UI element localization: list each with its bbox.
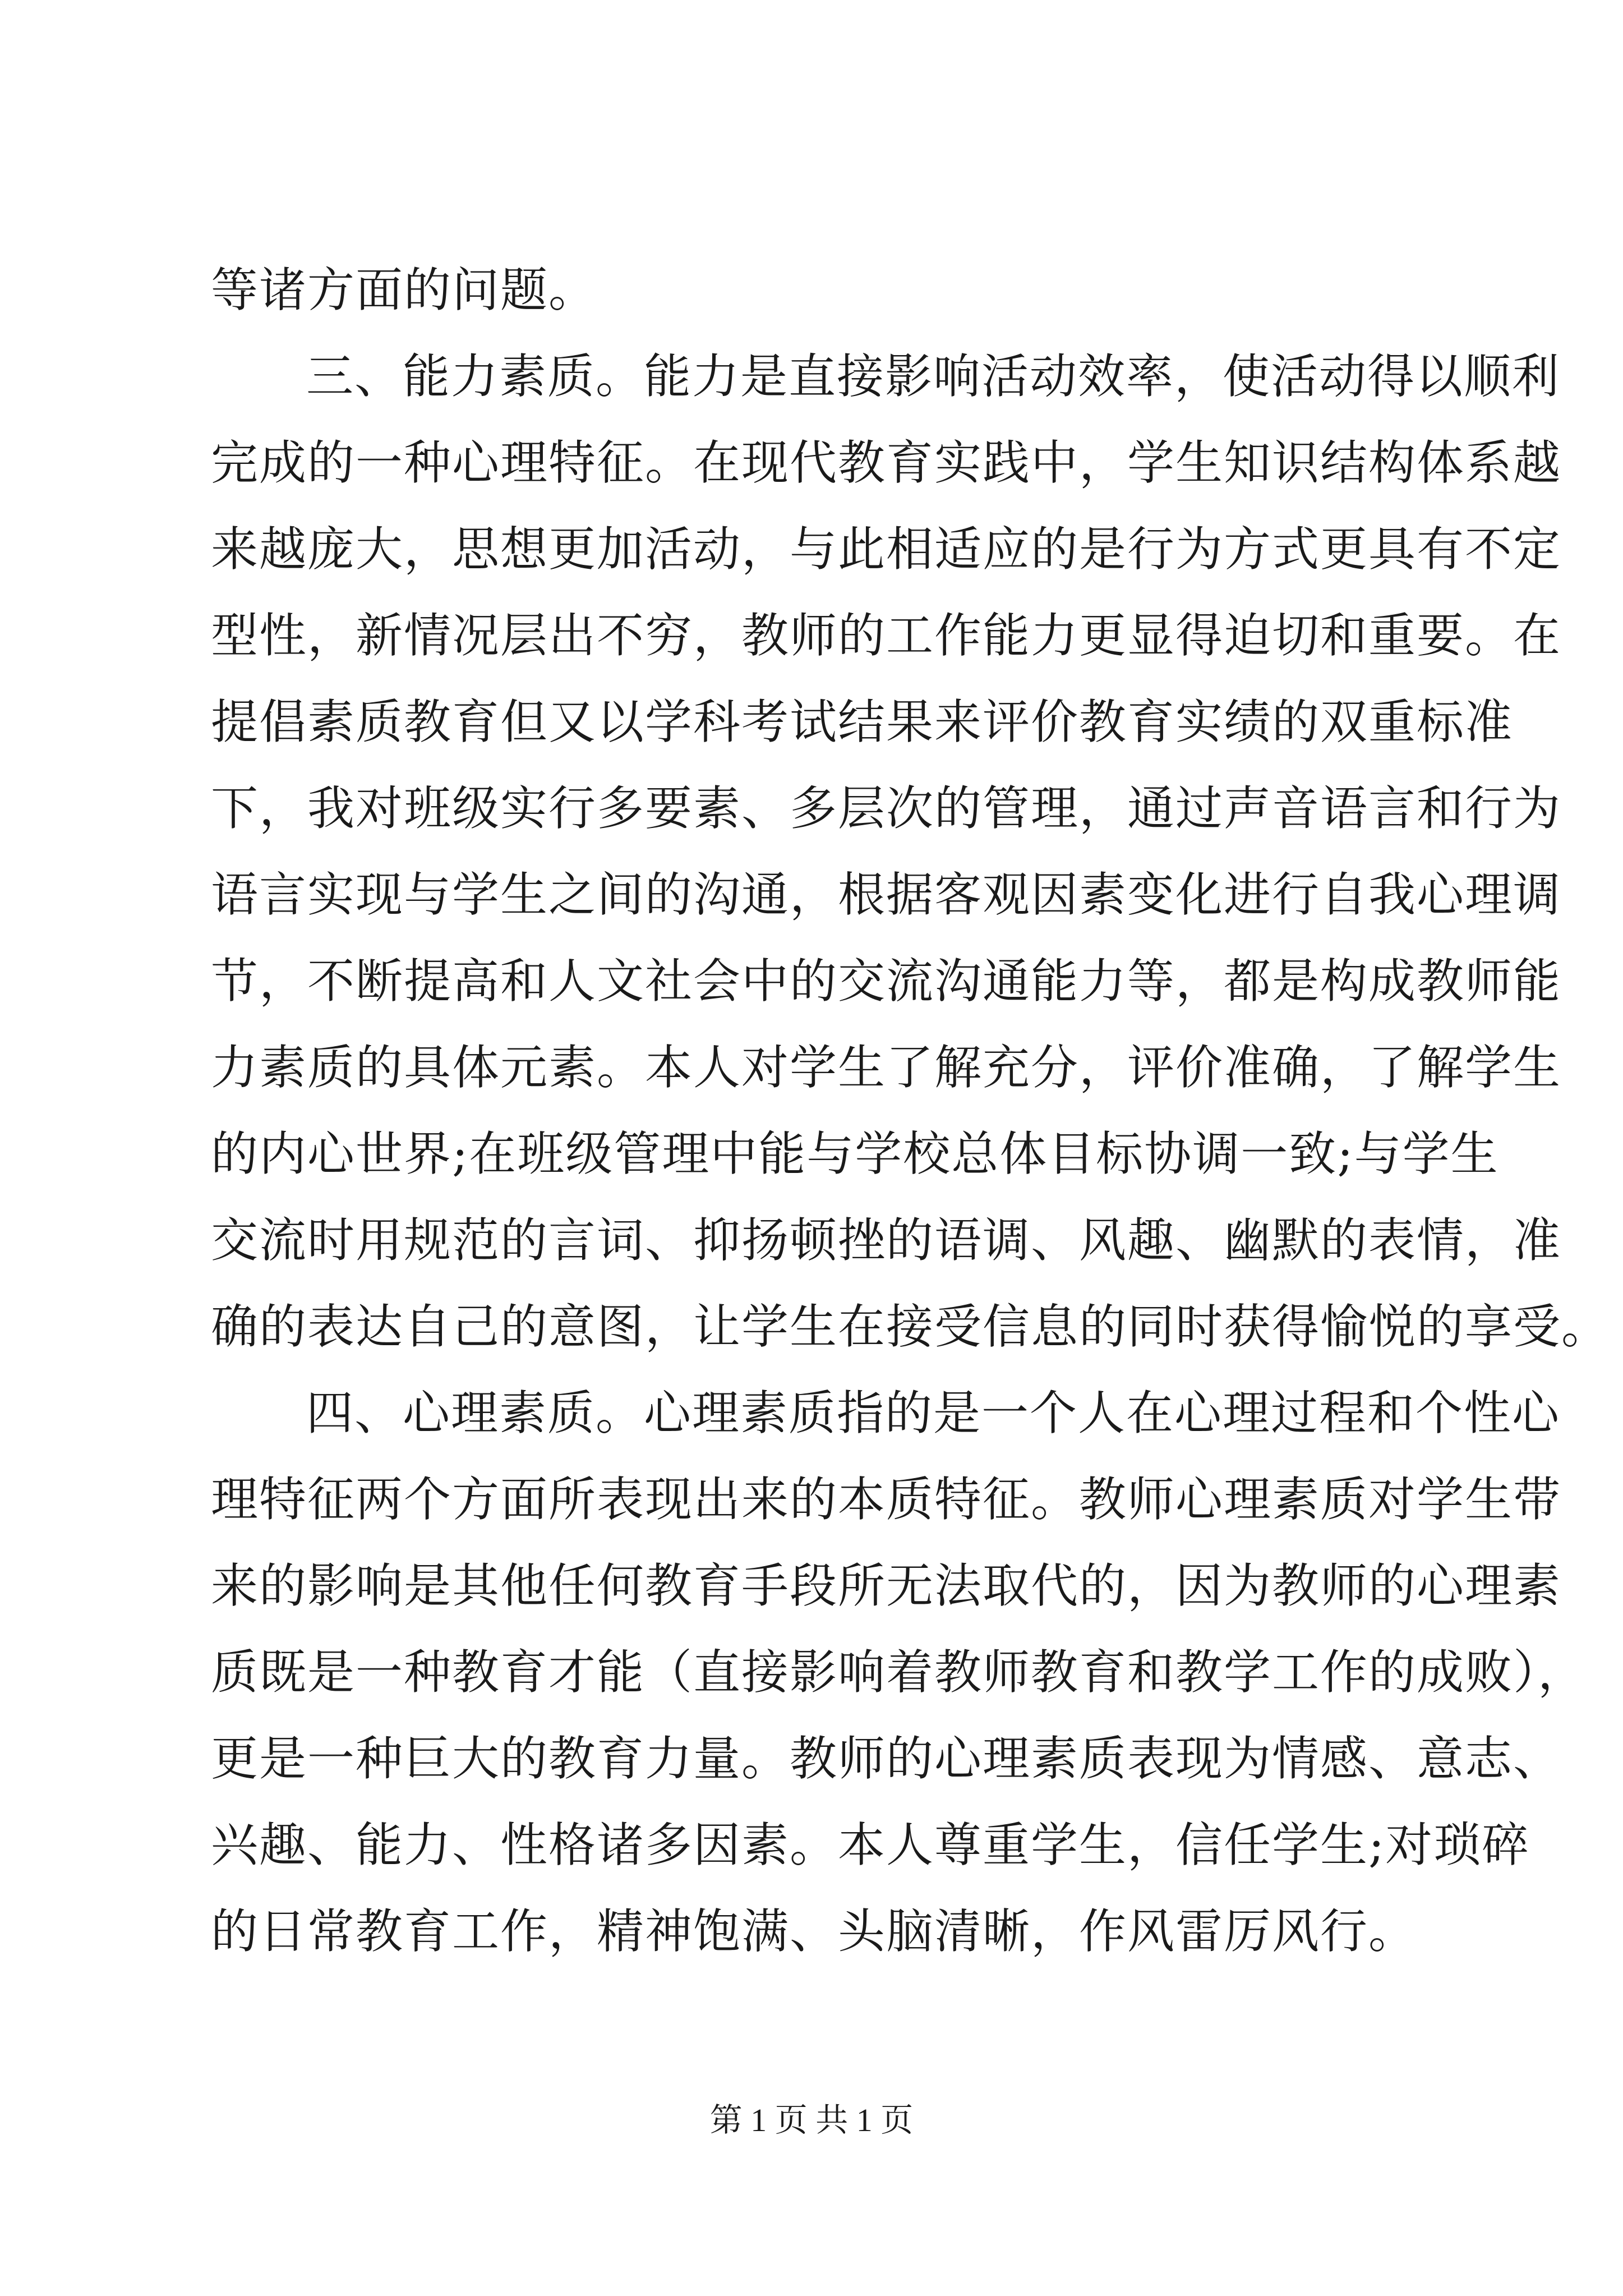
text-line: 完成的一种心理特征。在现代教育实践中，学生知识结构体系越 — [211, 435, 1562, 490]
text-line: 的内心世界;在班级管理中能与学校总体目标协调一致;与学生 — [211, 1126, 1499, 1181]
text-line: 来的影响是其他任何教育手段所无法取代的，因为教师的心理素 — [211, 1558, 1562, 1613]
text-line: 型性，新情况层出不穷，教师的工作能力更显得迫切和重要。在 — [211, 608, 1562, 663]
text-line: 力素质的具体元素。本人对学生了解充分，评价准确，了解学生 — [211, 1040, 1562, 1095]
text-line: 下，我对班级实行多要素、多层次的管理，通过声音语言和行为 — [211, 781, 1562, 836]
text-line-section-three-start: 三、能力素质。能力是直接影响活动效率，使活动得以顺利 — [306, 349, 1561, 404]
text-line: 的日常教育工作，精神饱满、头脑清晰，作风雷厉风行。 — [211, 1904, 1417, 1959]
text-line: 质既是一种教育才能（直接影响着教师教育和教学工作的成败）， — [211, 1645, 1587, 1700]
text-line: 确的表达自己的意图，让学生在接受信息的同时获得愉悦的享受。 — [211, 1299, 1610, 1354]
text-line: 理特征两个方面所表现出来的本质特征。教师心理素质对学生带 — [211, 1472, 1562, 1527]
text-line: 语言实现与学生之间的沟通，根据客观因素变化进行自我心理调 — [211, 867, 1562, 922]
text-line: 交流时用规范的言词、抑扬顿挫的语调、风趣、幽默的表情，准 — [211, 1213, 1562, 1268]
text-line: 节，不断提高和人文社会中的交流沟通能力等，都是构成教师能 — [211, 954, 1562, 1009]
text-line: 来越庞大，思想更加活动，与此相适应的是行为方式更具有不定 — [211, 522, 1562, 577]
body-text — [211, 247, 1610, 1975]
text-line: 兴趣、能力、性格诸多因素。本人尊重学生，信任学生;对琐碎 — [211, 1818, 1530, 1872]
text-line: 更是一种巨大的教育力量。教师的心理素质表现为情感、意志、 — [211, 1731, 1562, 1786]
text-line-section-four-start: 四、心理素质。心理素质指的是一个人在心理过程和个性心 — [306, 1386, 1561, 1441]
text-line: 提倡素质教育但又以学科考试结果来评价教育实绩的双重标准 — [211, 694, 1514, 749]
page-number-footer: 第 1 页 共 1 页 — [709, 2102, 914, 2138]
text-line: 等诸方面的问题。 — [211, 263, 597, 318]
